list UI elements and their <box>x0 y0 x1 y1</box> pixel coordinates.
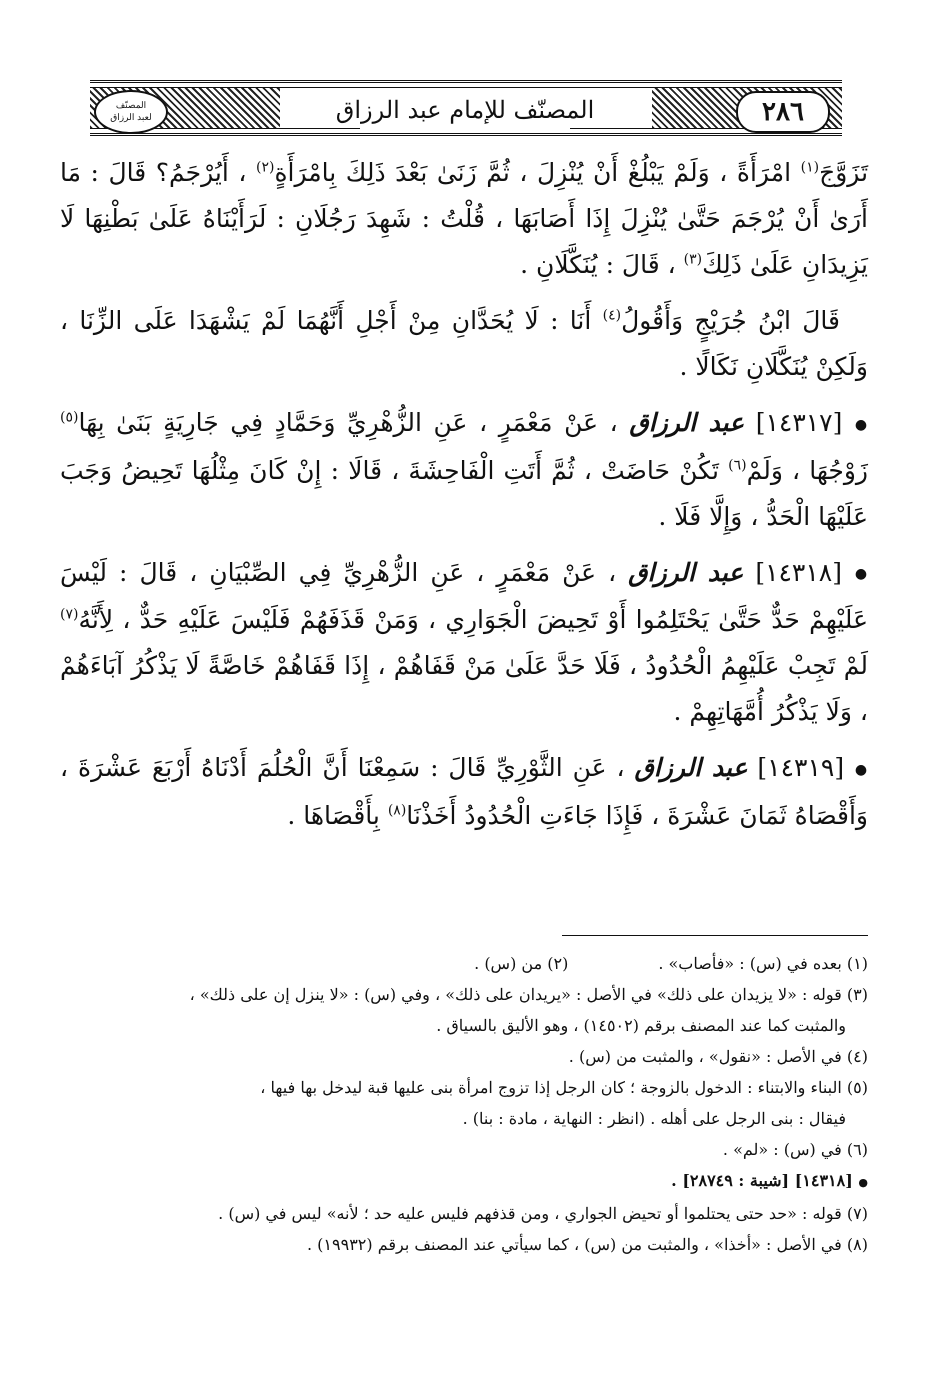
footnote-5 <box>80 1072 868 1134</box>
footnote-7: (٧) قوله : «حد حتى يحتلموا أو تحيض الجواري ، ومن قذفهم فليس عليه حد ؛ لأنه» ليس في (س) . <box>218 1204 868 1223</box>
text-segment: لَمْ تَجِبْ عَلَيْهِمُ الْحُدُودُ ، فَلَا حَدَّ عَلَىٰ مَنْ قَفَاهُمْ ، إِذَا قَفَاهُمْ خَاصَّةً لَا يَذْكُرُ آبَاءَهُمْ ، وَلَا يَذْكُرُ أُمَّهَاتِهِمْ . <box>60 651 868 726</box>
text-segment: ، عَنْ مَعْمَرٍ ، عَنِ الزُّهْرِيِّ وَحَمَّادٍ فِي جَارِيَةٍ بَنَىٰ بِهَا <box>78 408 618 437</box>
hadith-number: [١٤٣١٩] <box>757 753 845 782</box>
page-number: ٢٨٦ <box>736 91 830 133</box>
hadith-14318 <box>60 550 868 736</box>
hadith-number: [١٤٣١٧] <box>755 408 843 437</box>
footnote-text: فيقال : بنى الرجل على أهله . (انظر : النهاية ، مادة : بنا) . <box>462 1109 846 1128</box>
footnote-ref-2: (٢) <box>255 159 275 176</box>
text-segment: تَكُنْ حَاضَتْ ، ثُمَّ أَتَتِ الْفَاحِشَةَ ، قَالَا : إِنْ كَانَ مِثْلُهَا تَحِيضُ وَجَبَ عَلَيْهَا الْحَدُّ ، وَإِلَّا فَلَا . <box>60 455 868 531</box>
text-segment: ، أَيُرْجَمُ؟ قَالَ : مَا أَرَىٰ أَنْ يُرْجَمَ حَتَّىٰ يُنْزِلَ إِذَا أَصَابَهَا ، قُلْتُ : شَهِدَ رَجُلَانِ : لَرَأَيْنَاهُ عَلَىٰ بَطْنِهَا لَا يَزِيدَانِ عَلَىٰ ذَلِكَ <box>60 158 868 279</box>
footnotes <box>80 948 868 1260</box>
hadith-14317 <box>60 400 868 540</box>
bullet-icon <box>854 400 868 448</box>
footnote-6: (٦) في (س) : «لم» . <box>722 1140 868 1159</box>
footnote-ref-8: (٨) <box>387 802 407 819</box>
footnote-ref-7: (٧) <box>60 606 79 623</box>
source-reference <box>80 1165 868 1198</box>
paragraph-continuation <box>60 150 868 288</box>
book-seal-emblem <box>94 90 168 134</box>
hadith-14319 <box>60 745 868 839</box>
header-frame <box>90 87 842 129</box>
footnote-ref-5: (٥) <box>60 409 79 426</box>
footnote-ref-4: (٤) <box>602 307 622 324</box>
seal-text-2: لعبد الرزاق <box>110 113 152 123</box>
footnote-text: (٣) قوله : «لا يزيدان على ذلك» في الأصل : «يريدان على ذلك» ، وفي (س) : «لا ينزل إن على ذلك» ، <box>189 985 868 1004</box>
hadith-number: [١٤٣١٨] <box>755 557 842 587</box>
text-segment: قَالَ ابْنُ جُرَيْجٍ وَأَقُولُ <box>621 306 841 335</box>
footnote-8: (٨) في الأصل : «أخذا» ، والمثبت من (س) ، كما سيأتي عند المصنف برقم (١٩٩٣٢) . <box>307 1235 868 1254</box>
author-name: عبد الرزاق <box>634 753 748 782</box>
footnote-divider <box>562 935 868 936</box>
footnote-4: (٤) في الأصل : «نقول» ، والمثبت من (س) . <box>568 1047 868 1066</box>
footnote-ref-1: (١) <box>800 159 820 176</box>
bullet-icon: ● <box>858 1176 868 1189</box>
running-title: المصنّف للإمام عبد الرزاق <box>360 90 570 130</box>
text-segment: أَنَا : لَا يُحَدَّانِ مِنْ أَجْلِ أَنَّهُمَا لَمْ يَشْهَدَا عَلَى الزِّنَا ، وَلَكِنْ يُنَكَّلَانِ نَكَالًا . <box>60 306 868 381</box>
footnote-row-1-2 <box>80 948 868 979</box>
paragraph-ibn-jurayj <box>60 298 868 390</box>
text-segment: امْرَأَةً ، وَلَمْ يَبْلُغْ أَنْ يُنْزِلَ ، ثُمَّ زَنَىٰ بَعْدَ ذَلِكَ بِامْرَأَةٍ <box>274 158 792 187</box>
text-segment: بِأَقْصَاهَا . <box>287 800 380 830</box>
footnote-ref-6: (٦) <box>728 457 747 474</box>
author-name: عبد الرزاق <box>629 408 745 437</box>
footnote-1: (١) بعده في (س) : «فأصاب» . <box>658 954 868 973</box>
source-text: [١٤٣١٨] [شيبة : ٢٨٧٤٩] . <box>671 1171 853 1190</box>
text-segment: تَزَوَّجَ <box>819 158 869 187</box>
text-segment: زَوْجُهَا ، وَلَمْ <box>746 455 869 485</box>
bullet-icon <box>854 745 868 793</box>
bullet-icon <box>854 550 868 598</box>
text-segment: ، عَنْ مَعْمَرٍ ، عَنِ الزُّهْرِيِّ فِي الصِّبْيَانِ ، قَالَ : لَيْسَ عَلَيْهِمْ حَدٌّ حَتَّىٰ يَحْتَلِمُوا أَوْ تَحِيضَ الْجَوَارِي ، وَمَنْ قَذَفَهُمْ فَلَيْسَ عَلَيْهِ حَدٌّ ، لِأَنَّهُ <box>60 557 868 634</box>
footnote-text: (٥) البناء والابتناء : الدخول بالزوجة ؛ كان الرجل إذا تزوج امرأة بنى عليها قبة ليدخل بها فيها ، <box>260 1078 868 1097</box>
text-segment: ، عَنِ الثَّوْرِيِّ قَالَ : سَمِعْنَا أَنَّ الْحُلُمَ أَدْنَاهُ أَرْبَعَ عَشْرَةَ ، وَأَقْصَاهُ ثَمَانَ عَشْرَةَ ، فَإِذَا جَاءَتِ الْحُدُودُ أَخَذْنَا <box>60 753 868 830</box>
text-segment: ، قَالَ : يُنَكَّلَانِ . <box>520 250 676 279</box>
author-name: عبد الرزاق <box>628 557 744 587</box>
main-text <box>60 150 868 849</box>
page-header <box>90 80 842 136</box>
footnote-2: (٢) من (س) . <box>474 954 569 973</box>
footnote-3 <box>80 979 868 1041</box>
seal-text-1: المصنّف <box>115 101 147 111</box>
footnote-ref-3: (٣) <box>683 251 703 268</box>
footnote-text: والمثبت كما عند المصنف برقم (١٤٥٠٢) ، وهو الأليق بالسياق . <box>436 1016 846 1035</box>
